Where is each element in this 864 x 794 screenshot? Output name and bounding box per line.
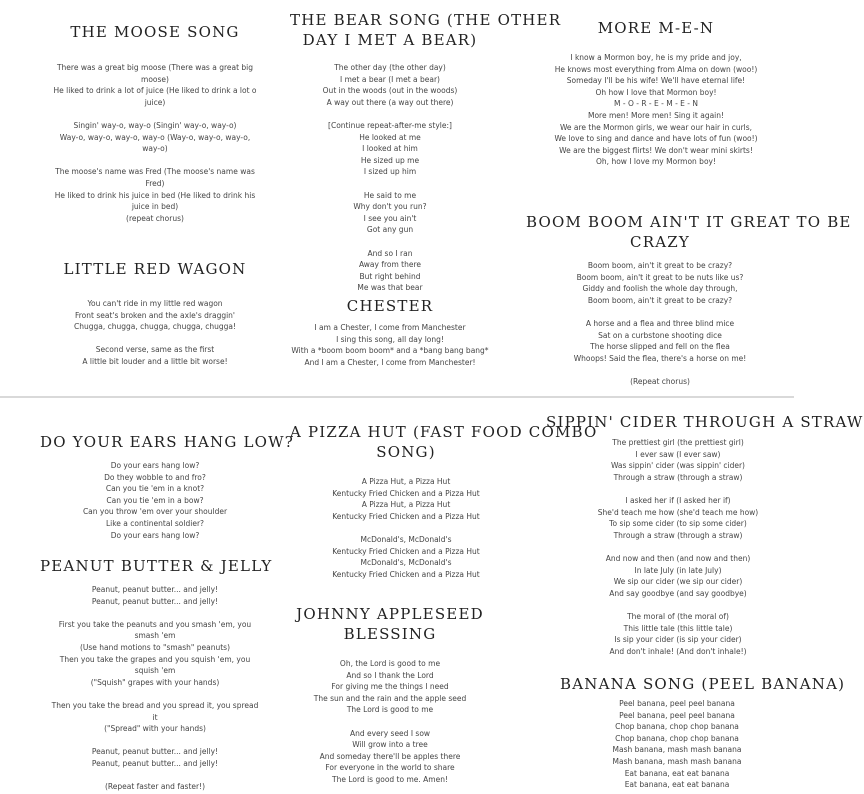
- lyric-line: I sized up him: [363, 167, 417, 177]
- lyric-line: Peel banana, peel peel banana: [619, 710, 735, 720]
- lyric-line: For giving me the things I need: [331, 682, 449, 692]
- lyric-line: We are the biggest flirts! We don't wear mini skirts!: [559, 145, 753, 155]
- lyric-line: Can you tie 'em in a knot?: [105, 484, 205, 494]
- lyric-line: Me was that bear: [357, 283, 423, 293]
- lyric-line: ("Squish" grapes with your hands): [90, 677, 220, 687]
- lyric-line: A Pizza Hut, a Pizza Hut: [361, 500, 451, 510]
- lyric-line: This little tale (this little tale): [623, 623, 733, 633]
- lyric-line: We sip our cider (we sip our cider): [613, 577, 743, 587]
- lyric-line: McDonald's, McDonald's: [360, 534, 452, 544]
- lyric-line: A way out there (a way out there): [326, 97, 454, 107]
- lyric-line: [290, 522, 522, 534]
- lyric-line: Do your ears hang low?: [110, 461, 200, 470]
- lyric-line: He said to me: [363, 190, 417, 200]
- lyric-line: Eat banana, eat eat banana: [624, 768, 730, 778]
- lyric-line: Peanut, peanut butter... and jelly!: [91, 585, 219, 594]
- lyric-line: And say goodbye (and say goodbye): [609, 588, 747, 598]
- lyric-line: way-o): [142, 144, 168, 154]
- lyric-line: The prettiest girl (the prettiest girl): [612, 438, 744, 447]
- lyric-line: (Use hand motions to "smash" peanuts): [79, 642, 231, 652]
- song-johnny-appleseed: [290, 604, 490, 786]
- lyric-line: I asked her if (I asked her if): [625, 495, 731, 505]
- lyric-line: (repeat chorus): [126, 213, 184, 223]
- lyric-line: A horse and a flea and three blind mice: [585, 318, 735, 328]
- lyric-line: moose): [141, 74, 169, 84]
- lyric-line: Way-o, way-o, way-o, way-o (Way-o, way-o, way-o,: [59, 132, 251, 142]
- lyric-line: And so I thank the Lord: [346, 670, 434, 680]
- lyric-line: M - O - R - E - M - E - N: [614, 99, 698, 109]
- lyric-line: Then you take the bread and you spread it, you spread: [51, 700, 259, 710]
- lyric-line: Peanut, peanut butter... and jelly!: [91, 747, 219, 757]
- lyric-line: Peel banana, peel peel banana: [619, 699, 735, 708]
- lyric-line: In late July (in late July): [634, 565, 722, 575]
- lyric-line: And every seed I sow: [349, 728, 431, 738]
- lyric-line: First you take the peanuts and you smash 'em, you: [58, 619, 252, 629]
- lyric-line: And I am a Chester, I come from Manchester!: [304, 357, 476, 367]
- lyric-line: Chop banana, chop chop banana: [615, 733, 739, 743]
- lyric-line: Will grow into a tree: [352, 740, 428, 750]
- song-lyrics: [40, 298, 270, 368]
- song-title: A PIZZA HUT (FAST FOOD COMBO SONG): [290, 423, 598, 461]
- lyric-line: Why don't you run?: [353, 202, 427, 212]
- lyric-line: [526, 364, 794, 376]
- lyric-line: Peanut, peanut butter... and jelly!: [91, 596, 219, 606]
- lyric-line: Oh how I love that Mormon boy!: [595, 87, 717, 97]
- song-ears-hang-low: [40, 432, 295, 541]
- song-lyrics: [546, 437, 810, 657]
- song-lyrics: [290, 476, 522, 580]
- lyric-line: The Lord is good to me: [346, 705, 434, 715]
- lyric-line: [40, 155, 270, 167]
- page-bottom: [0, 398, 864, 794]
- lyric-line: A little bit louder and a little bit worse!: [82, 356, 228, 366]
- lyric-line: And don't inhale! (And don't inhale!): [609, 646, 747, 656]
- lyric-line: [290, 236, 490, 248]
- lyric-line: And someday there'll be apples there: [319, 751, 461, 761]
- lyric-line: Boom boom, ain't it great to be crazy?: [587, 261, 733, 270]
- lyric-line: More men! More men! Sing it again!: [587, 110, 725, 120]
- lyric-line: He liked to drink a lot of juice (He liked to drink a lot o: [53, 86, 257, 96]
- lyric-line: [546, 599, 810, 611]
- lyric-line: [40, 688, 270, 700]
- lyric-line: Chop banana, chop chop banana: [615, 722, 739, 732]
- lyric-line: With a *boom boom boom* and a *bang bang bang*: [291, 346, 489, 356]
- lyric-line: McDonald's, McDonald's: [360, 558, 452, 568]
- song-lyrics: [290, 322, 490, 368]
- lyric-line: Someday I'll be his wife! We'll have eternal life!: [566, 76, 746, 86]
- song-lyrics: [290, 658, 490, 786]
- song-lyrics: [290, 62, 490, 294]
- lyric-line: [546, 541, 810, 553]
- song-moose: [40, 22, 270, 224]
- song-title: PEANUT BUTTER & JELLY: [40, 557, 273, 575]
- lyric-line: Sat on a curbstone shooting dice: [598, 330, 722, 340]
- lyric-line: I see you ain't: [363, 213, 417, 223]
- lyric-line: it: [152, 712, 158, 722]
- lyric-line: Do they wobble to and fro?: [104, 472, 206, 482]
- song-little-red-wagon: [40, 259, 270, 368]
- song-sippin-cider: [546, 412, 864, 657]
- lyric-line: smash 'em: [134, 631, 176, 641]
- lyric-line: There was a great big moose (There was a great big: [56, 63, 254, 72]
- lyric-line: I am a Chester, I come from Manchester: [314, 323, 466, 332]
- lyric-line: A Pizza Hut, a Pizza Hut: [361, 477, 451, 486]
- song-chester: [290, 296, 490, 368]
- song-lyrics: [40, 62, 270, 224]
- lyric-line: Whoops! Said the flea, there's a horse on me!: [573, 353, 747, 363]
- page-top: [0, 0, 852, 396]
- lyric-line: Away from there: [358, 260, 422, 270]
- song-pizza-hut: [290, 422, 598, 580]
- lyric-line: Got any gun: [366, 225, 414, 235]
- song-title: LITTLE RED WAGON: [63, 260, 247, 278]
- lyric-line: But right behind: [359, 271, 421, 281]
- lyric-line: Like a continental soldier?: [105, 518, 205, 528]
- lyric-line: [526, 306, 794, 318]
- lyric-line: The Lord is good to me. Amen!: [332, 774, 448, 784]
- lyric-line: The moose's name was Fred (The moose's name was: [55, 167, 255, 177]
- song-title: JOHNNY APPLESEED BLESSING: [296, 605, 484, 643]
- lyric-line: I know a Mormon boy, he is my pride and joy,: [570, 53, 742, 62]
- lyric-line: Kentucky Fried Chicken and a Pizza Hut: [332, 569, 480, 579]
- lyric-line: [290, 716, 490, 728]
- lyric-line: Front seat's broken and the axle's draggin': [75, 310, 235, 320]
- lyric-line: Out in the woods (out in the woods): [322, 86, 458, 96]
- song-boom-boom: [526, 212, 852, 388]
- lyric-line: Can you tie 'em in a bow?: [106, 495, 204, 505]
- lyric-line: [40, 735, 270, 747]
- lyric-line: Mash banana, mash mash banana: [612, 756, 742, 766]
- lyric-line: squish 'em: [134, 666, 176, 676]
- lyric-line: Then you take the grapes and you squish 'em, you: [59, 654, 251, 664]
- lyric-line: He looked at me: [359, 132, 421, 142]
- lyric-line: Mash banana, mash mash banana: [612, 745, 742, 755]
- lyric-line: [546, 483, 810, 495]
- lyric-line: We are the Mormon girls, we wear our hair in curls,: [559, 122, 753, 132]
- lyric-line: [40, 108, 270, 120]
- song-lyrics: [40, 584, 270, 793]
- lyric-line: We love to sing and dance and have lots of fun (woo!): [554, 134, 758, 144]
- lyric-line: ("Spread" with your hands): [104, 724, 206, 734]
- lyric-line: Fred): [145, 178, 165, 188]
- lyric-line: Chugga, chugga, chugga, chugga, chugga!: [74, 322, 236, 332]
- lyric-line: [40, 333, 270, 345]
- lyric-line: [Continue repeat-after-me style:]: [328, 120, 452, 130]
- lyric-line: The moral of (the moral of): [627, 611, 729, 621]
- lyric-line: For everyone in the world to share: [325, 763, 455, 773]
- lyric-line: I ever saw (I ever saw): [635, 449, 721, 459]
- lyric-line: I looked at him: [362, 144, 418, 154]
- lyric-line: Oh, the Lord is good to me: [339, 659, 441, 668]
- lyric-line: He knows most everything from Alma on down (woo!): [554, 64, 758, 74]
- song-lyrics: [536, 52, 776, 168]
- song-title: BANANA SONG (PEEL BANANA): [560, 675, 846, 693]
- lyric-line: Through a straw (through a straw): [613, 530, 743, 540]
- song-bear: [290, 10, 562, 294]
- lyric-line: The horse slipped and fell on the flea: [590, 342, 730, 352]
- lyric-line: The sun and the rain and the apple seed: [313, 693, 467, 703]
- lyric-line: (Repeat chorus): [630, 376, 690, 386]
- lyric-line: [40, 607, 270, 619]
- lyric-line: juice): [144, 97, 166, 107]
- song-lyrics: [560, 698, 794, 791]
- song-title: BOOM BOOM AIN'T IT GREAT TO BE CRAZY: [526, 213, 852, 251]
- lyric-line: Oh, how I love my Mormon boy!: [596, 157, 716, 167]
- song-peanut-butter: [40, 556, 273, 793]
- lyric-line: [290, 178, 490, 190]
- lyric-line: Can you throw 'em over your shoulder: [82, 507, 228, 517]
- lyric-line: (Repeat faster and faster!): [104, 782, 206, 792]
- lyric-line: [40, 770, 270, 782]
- lyric-line: Boom boom, ain't it great to be crazy?: [587, 295, 733, 305]
- lyric-line: Peanut, peanut butter... and jelly!: [91, 758, 219, 768]
- lyric-line: Was sippin' cider (was sippin' cider): [610, 461, 745, 471]
- lyric-line: Eat banana, eat eat banana: [624, 780, 730, 790]
- lyric-line: You can't ride in my little red wagon: [87, 299, 223, 308]
- lyric-line: And now and then (and now and then): [605, 553, 751, 563]
- lyric-line: Kentucky Fried Chicken and a Pizza Hut: [332, 488, 480, 498]
- lyric-line: And so I ran: [367, 248, 413, 258]
- song-title: CHESTER: [346, 297, 434, 315]
- lyric-line: Through a straw (through a straw): [613, 472, 743, 482]
- lyric-line: I sing this song, all day long!: [336, 334, 444, 344]
- song-title: SIPPIN' CIDER THROUGH A STRAW: [546, 413, 864, 431]
- lyric-line: He liked to drink his juice in bed (He liked to drink his: [54, 190, 256, 200]
- lyric-line: Boom boom, ain't it great to be nuts like us?: [576, 272, 744, 282]
- lyric-line: Kentucky Fried Chicken and a Pizza Hut: [332, 546, 480, 556]
- song-banana: [560, 674, 846, 791]
- lyric-line: [290, 108, 490, 120]
- song-title: THE BEAR SONG (THE OTHER DAY I MET A BEAR): [290, 11, 562, 49]
- lyric-line: Singin' way-o, way-o (Singin' way-o, way-o): [73, 120, 237, 130]
- lyric-line: I met a bear (I met a bear): [340, 74, 440, 84]
- lyric-line: He sized up me: [360, 155, 420, 165]
- lyric-line: She'd teach me how (she'd teach me how): [597, 507, 759, 517]
- lyric-line: Do your ears hang low?: [110, 530, 200, 540]
- lyric-line: Kentucky Fried Chicken and a Pizza Hut: [332, 511, 480, 521]
- song-more-men: [536, 18, 776, 168]
- song-title: THE MOOSE SONG: [70, 23, 240, 41]
- lyric-line: juice in bed): [131, 202, 179, 212]
- lyric-line: Is sip your cider (is sip your cider): [614, 635, 742, 645]
- lyric-line: The other day (the other day): [334, 63, 446, 72]
- lyric-line: To sip some cider (to sip some cider): [609, 519, 747, 529]
- song-title: MORE M-E-N: [597, 19, 715, 37]
- lyric-line: Second verse, same as the first: [95, 345, 215, 355]
- lyric-line: Giddy and foolish the whole day through,: [582, 284, 738, 294]
- song-lyrics: [40, 460, 270, 541]
- song-title: DO YOUR EARS HANG LOW?: [40, 433, 295, 451]
- song-lyrics: [526, 260, 794, 388]
